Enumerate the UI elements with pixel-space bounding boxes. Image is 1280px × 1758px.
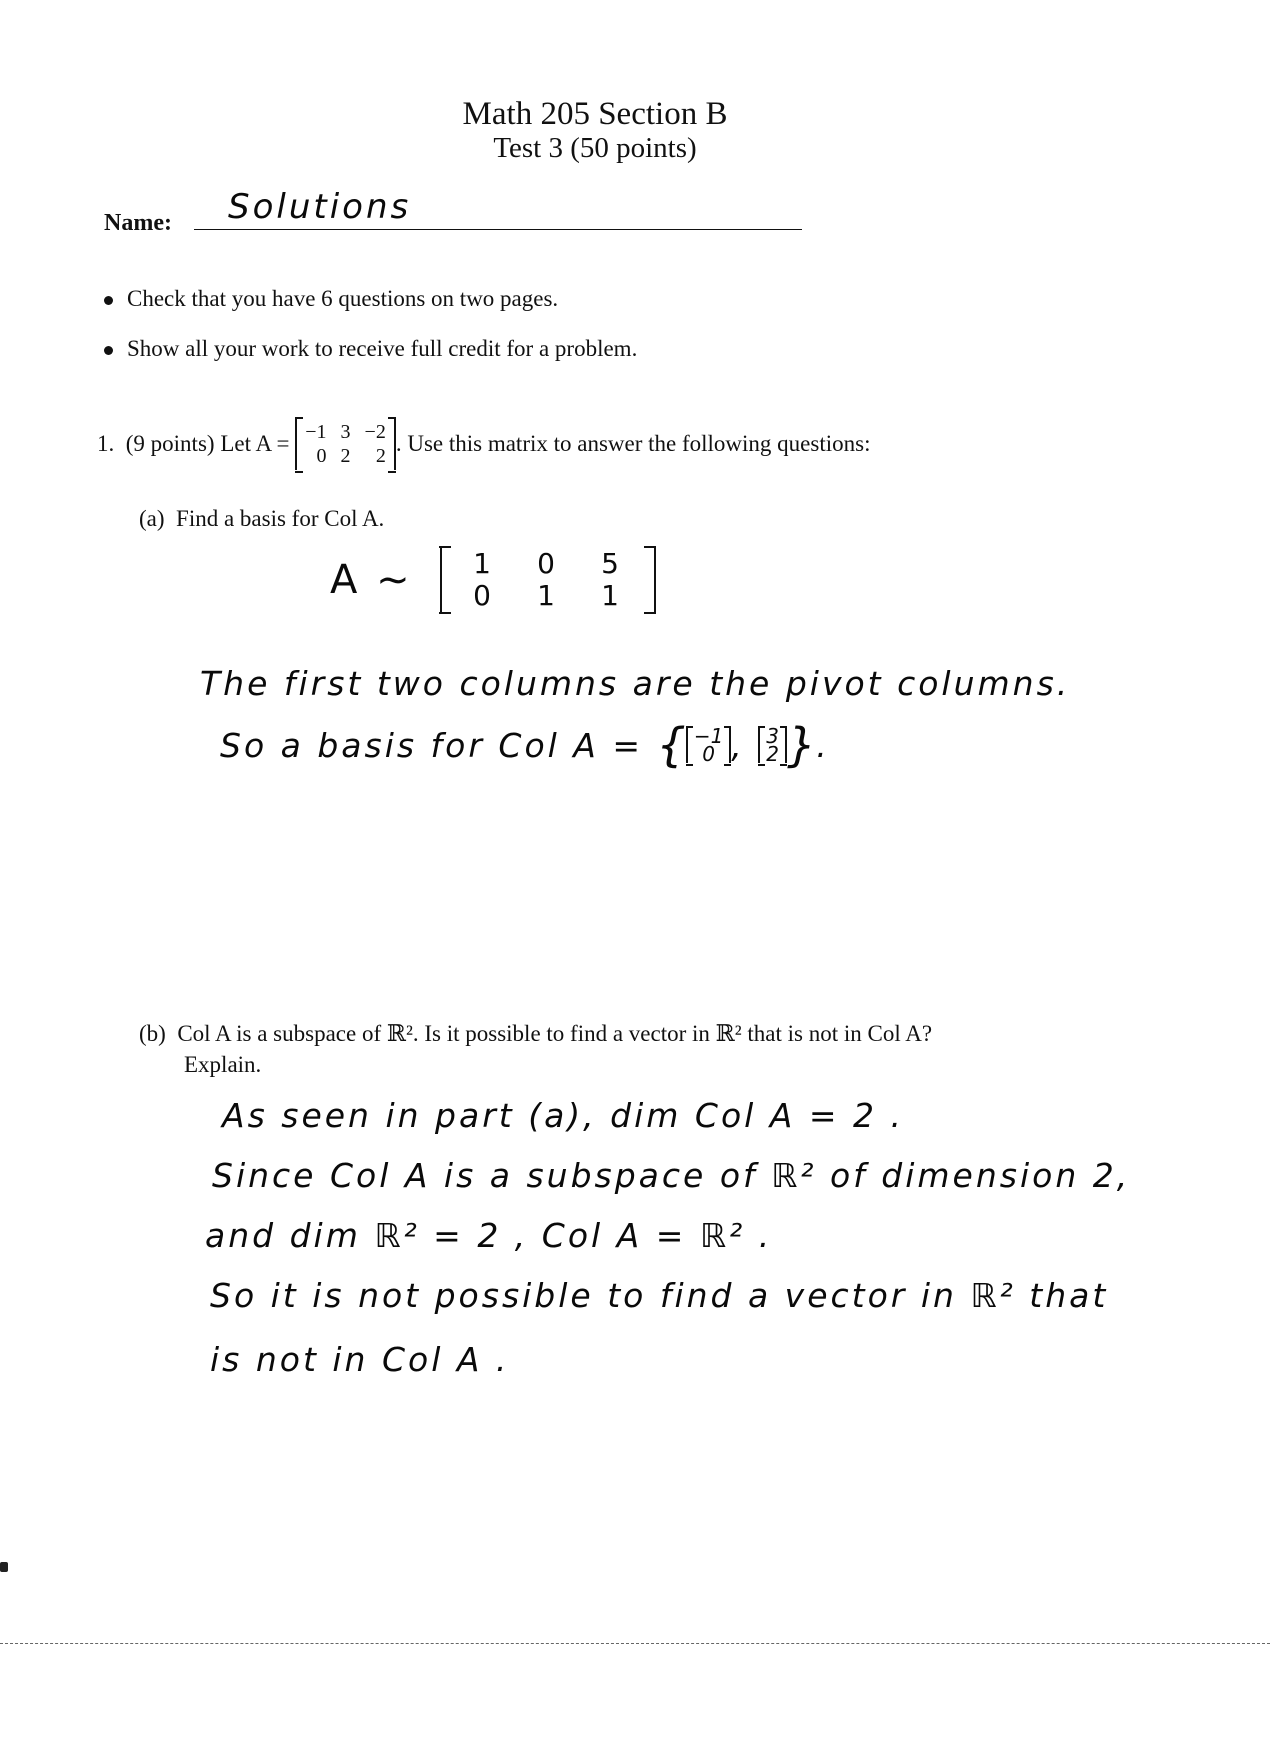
page-title: Math 205 Section B [462, 96, 728, 132]
answer-b-line-1: As seen in part (a), dim Col A = 2 . [222, 1096, 904, 1135]
answer-a-line-2: So a basis for Col A = { −1 0 , 3 2 } . [220, 718, 830, 772]
rref-matrix: 1 0 5 0 1 1 [440, 548, 656, 612]
bullet-icon [104, 296, 113, 305]
part-b-prompt-line-1: (b) Col A is a subspace of ℝ². Is it possible to find a vector in ℝ² that is not in Col A? [139, 1021, 933, 1046]
instruction-item: Check that you have 6 questions on two pages. [104, 286, 558, 312]
scan-mark [0, 1562, 8, 1572]
right-brace-icon: } [787, 718, 817, 772]
comma-separator: , [731, 725, 759, 765]
instruction-item: Show all your work to receive full credit for a problem. [104, 336, 637, 362]
name-underline [194, 229, 802, 230]
page-subtitle: Test 3 (50 points) [493, 132, 697, 164]
rref-answer: A ∼ 1 0 5 0 1 1 [330, 548, 656, 612]
bullet-icon [104, 346, 113, 355]
scan-divider-line [0, 1643, 1270, 1644]
part-a-prompt: (a) Find a basis for Col A. [139, 506, 385, 531]
question-trail: . Use this matrix to answer the following questions: [395, 431, 871, 456]
answer-b-line-4: So it is not possible to find a vector in ℝ² that [210, 1276, 1109, 1315]
question-1-statement [97, 418, 870, 470]
basis-vector-1: −1 0 [686, 727, 731, 763]
question-number: 1. [97, 431, 115, 456]
basis-vector-2: 3 2 [758, 727, 787, 763]
matrix-a: −1 3 −2 0 2 2 [295, 418, 396, 470]
left-brace-icon: { [656, 718, 686, 772]
answer-a-line-1: The first two columns are the pivot columns. [200, 664, 1071, 703]
answer-b-line-2: Since Col A is a subspace of ℝ² of dimension 2, [212, 1156, 1131, 1195]
question-lead: Let A = [220, 431, 290, 456]
question-points: (9 points) [125, 431, 215, 456]
answer-b-line-3: and dim ℝ² = 2 , Col A = ℝ² . [205, 1216, 773, 1255]
name-value: Solutions [228, 187, 412, 227]
name-label: Name: [104, 210, 172, 236]
answer-b-line-5: is not in Col A . [210, 1340, 510, 1379]
part-b-prompt-line-2: Explain. [184, 1052, 262, 1077]
